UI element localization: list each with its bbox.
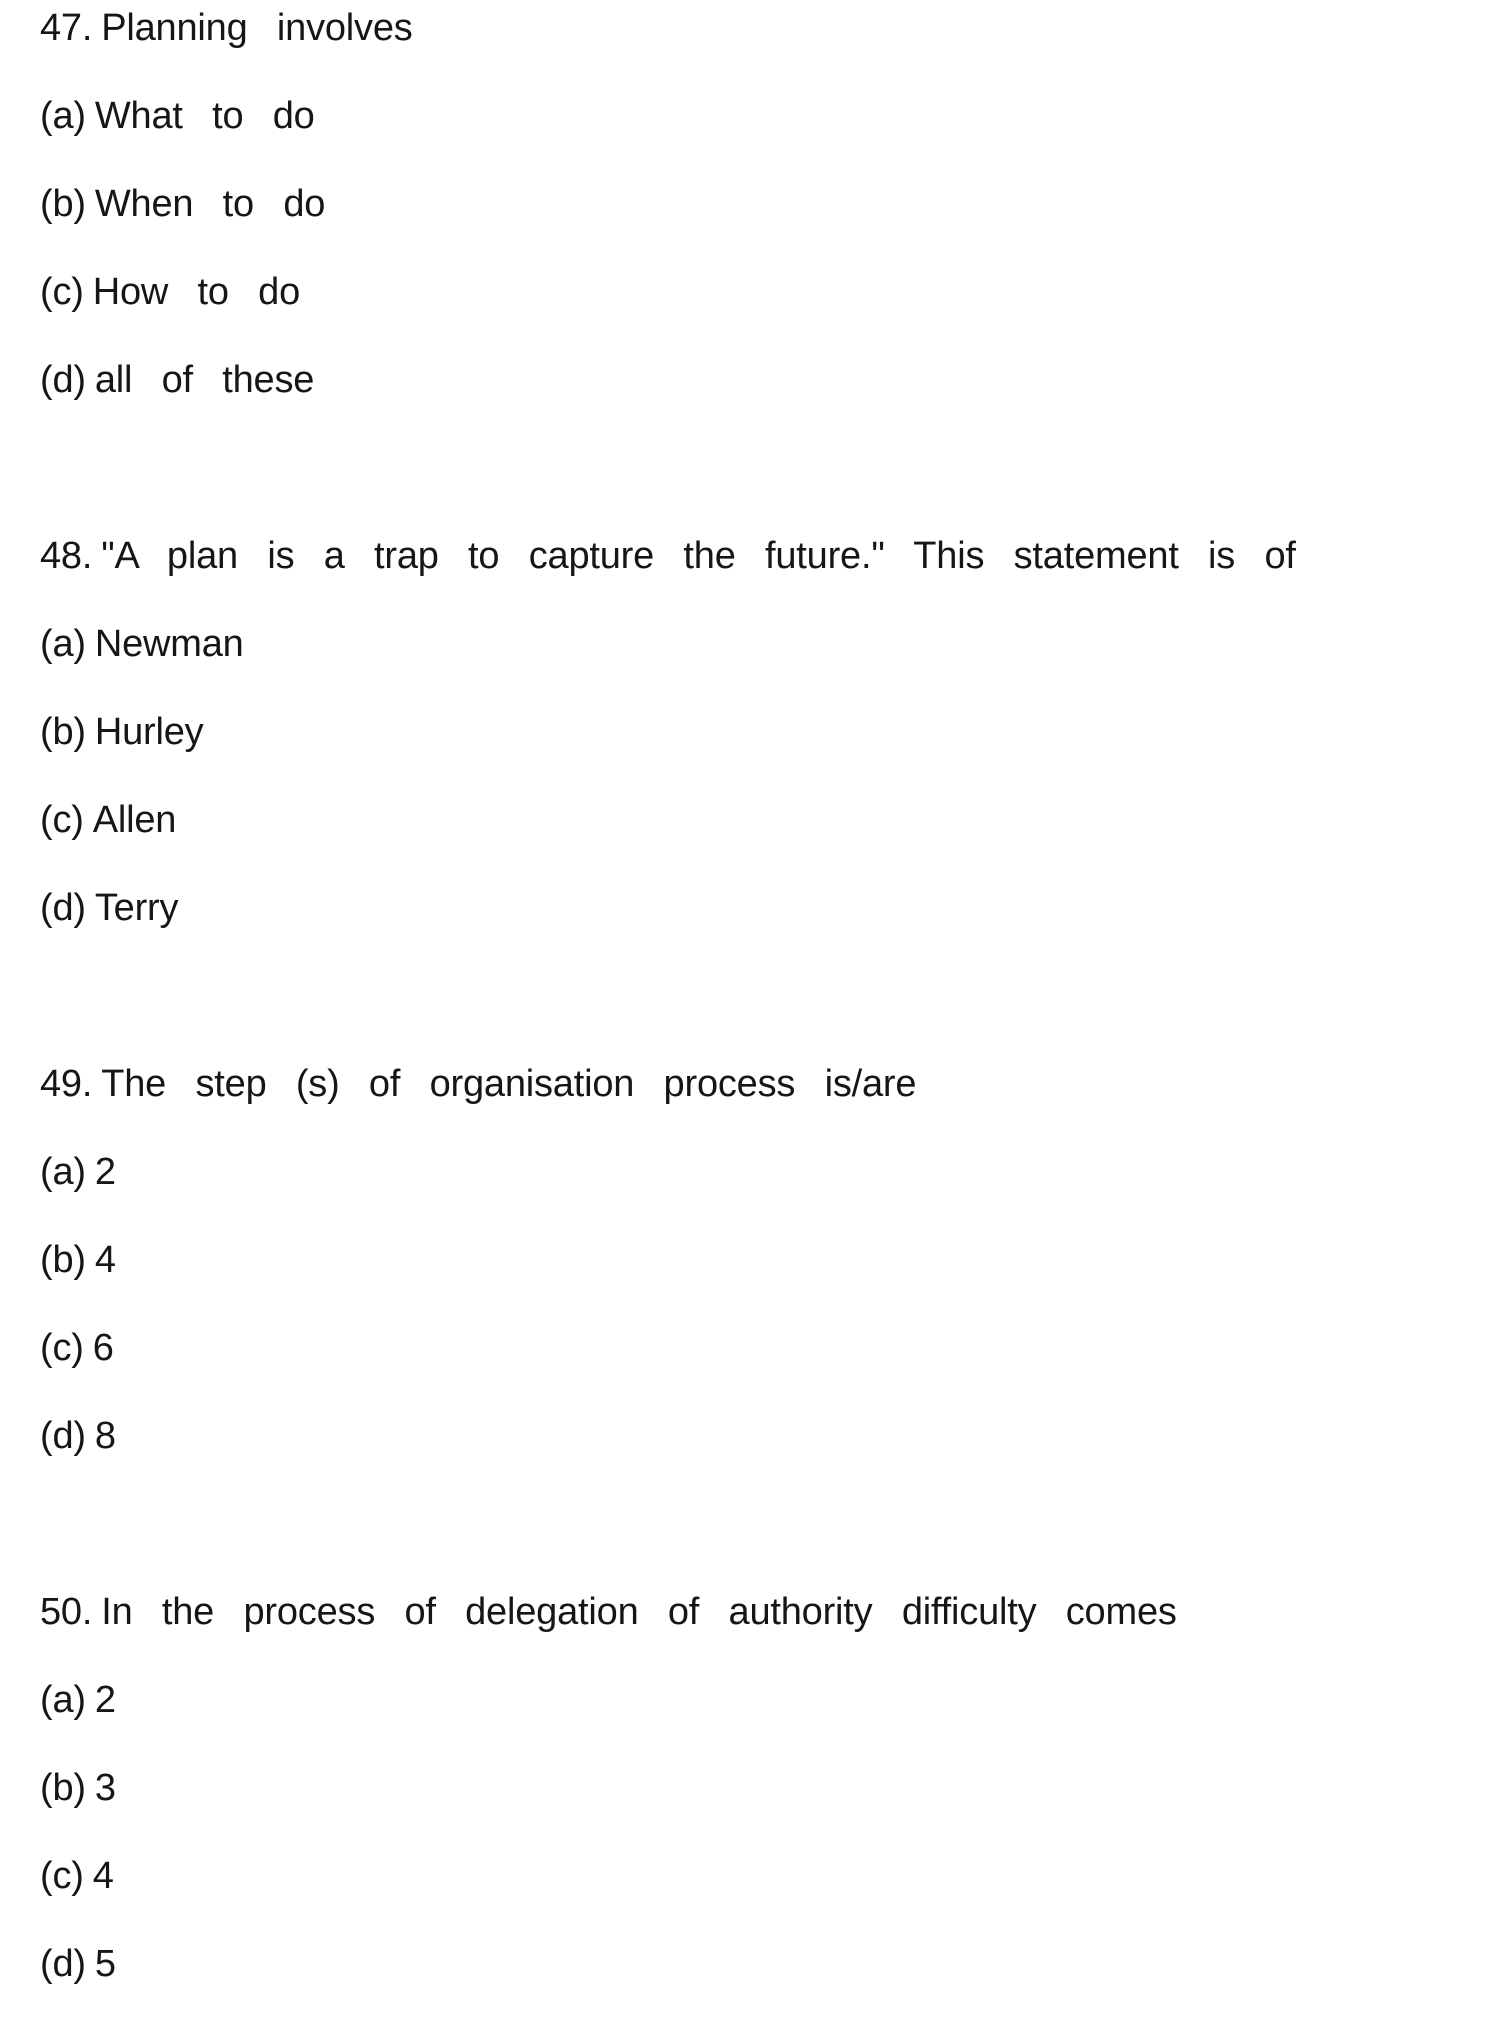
question-text: In the process of delegation of authority difficulty comes [101, 1591, 1177, 1633]
question-block [40, 1590, 1505, 2030]
option-label: (a) [40, 1151, 86, 1193]
option-line [40, 1766, 1505, 1854]
option-label: (d) [40, 359, 86, 401]
option-line [40, 1414, 1505, 1502]
option-line [40, 358, 1505, 446]
option-line [40, 1150, 1505, 1238]
option-label: (b) [40, 1239, 86, 1281]
option-label: (d) [40, 1415, 86, 1457]
option-text: 8 [94, 1415, 116, 1457]
option-label: (a) [40, 1679, 86, 1721]
question-number: 50. [40, 1591, 93, 1633]
option-line [40, 710, 1505, 798]
question-block [40, 6, 1505, 446]
option-text: Allen [92, 799, 177, 841]
option-label: (c) [40, 1327, 84, 1369]
option-line [40, 1326, 1505, 1414]
option-label: (b) [40, 711, 86, 753]
option-line [40, 94, 1505, 182]
option-text: all of these [94, 359, 315, 401]
option-label: (a) [40, 623, 86, 665]
question-block [40, 1062, 1505, 1502]
option-line [40, 1678, 1505, 1766]
question-block [40, 534, 1505, 974]
option-text: 4 [92, 1855, 114, 1897]
option-label: (d) [40, 1943, 86, 1985]
option-line [40, 1942, 1505, 2030]
question-line [40, 6, 1505, 94]
option-text: 6 [92, 1327, 114, 1369]
option-line [40, 886, 1505, 974]
option-label: (b) [40, 1767, 86, 1809]
question-line [40, 1590, 1505, 1678]
option-line [40, 270, 1505, 358]
option-line [40, 182, 1505, 270]
option-text: When to do [94, 183, 326, 225]
option-text: Newman [94, 623, 244, 665]
option-line [40, 798, 1505, 886]
option-label: (c) [40, 799, 84, 841]
option-label: (c) [40, 1855, 84, 1897]
question-line [40, 1062, 1505, 1150]
question-number: 49. [40, 1063, 93, 1105]
option-text: 2 [94, 1679, 116, 1721]
option-line [40, 1238, 1505, 1326]
option-label: (d) [40, 887, 86, 929]
option-text: 2 [94, 1151, 116, 1193]
option-line [40, 622, 1505, 710]
option-text: Hurley [94, 711, 204, 753]
question-number: 48. [40, 535, 93, 577]
option-line [40, 1854, 1505, 1942]
question-text: The step (s) of organisation process is/are [101, 1063, 917, 1105]
question-number: 47. [40, 7, 93, 49]
option-label: (b) [40, 183, 86, 225]
option-label: (c) [40, 271, 84, 313]
option-text: 3 [94, 1767, 116, 1809]
question-text: Planning involves [101, 7, 413, 49]
option-label: (a) [40, 95, 86, 137]
question-line [40, 534, 1505, 622]
option-text: What to do [94, 95, 315, 137]
option-text: 4 [94, 1239, 116, 1281]
question-text: "A plan is a trap to capture the future." This statement is of [101, 535, 1296, 577]
option-text: Terry [94, 887, 179, 929]
option-text: 5 [94, 1943, 116, 1985]
option-text: How to do [92, 271, 301, 313]
